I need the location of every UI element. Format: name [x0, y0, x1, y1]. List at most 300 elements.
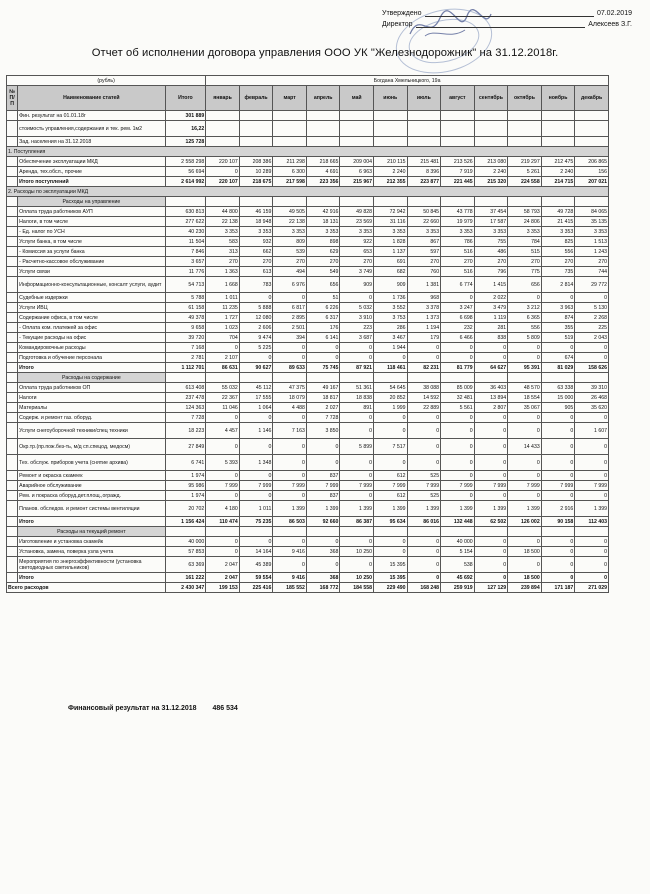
- column-header: март: [273, 86, 307, 111]
- empty-cell: [206, 527, 240, 537]
- month-value-cell: 0: [474, 439, 508, 455]
- row-name-cell: Итого поступлений: [18, 177, 165, 187]
- month-value-cell: 10 250: [340, 547, 374, 557]
- header-row: [7, 86, 609, 111]
- month-value-cell: 9 416: [273, 547, 307, 557]
- row-number-cell: [7, 137, 18, 147]
- month-value-cell: 597: [407, 247, 441, 257]
- row-total-cell: 1 112 701: [165, 363, 206, 373]
- month-value-cell: 49 728: [541, 207, 575, 217]
- column-header: № П/П: [7, 86, 18, 111]
- month-value-cell: [575, 111, 609, 121]
- month-value-cell: 49 167: [306, 383, 340, 393]
- month-value-cell: 1 399: [508, 501, 542, 517]
- month-value-cell: 0: [541, 547, 575, 557]
- empty-cell: [165, 527, 206, 537]
- month-value-cell: 1 399: [373, 501, 407, 517]
- row-name-cell: Зад. населения на 31.12.2018: [18, 137, 165, 147]
- row-number-cell: [7, 393, 18, 403]
- month-value-cell: 81 779: [441, 363, 475, 373]
- month-value-cell: 5 393: [206, 455, 240, 471]
- month-value-cell: 72 942: [373, 207, 407, 217]
- column-header: Итого: [165, 86, 206, 111]
- month-value-cell: 35 067: [508, 403, 542, 413]
- row-number-cell: [7, 237, 18, 247]
- month-value-cell: 126 002: [508, 517, 542, 527]
- empty-cell: [407, 373, 441, 383]
- month-value-cell: 0: [474, 557, 508, 573]
- table-row: [7, 439, 609, 455]
- row-total-cell: 161 222: [165, 573, 206, 583]
- table-row: [7, 363, 609, 373]
- row-number-cell: [7, 517, 18, 527]
- month-value-cell: 3 212: [508, 303, 542, 313]
- month-value-cell: 0: [340, 471, 374, 481]
- month-value-cell: [273, 121, 307, 137]
- month-value-cell: 0: [306, 557, 340, 573]
- month-value-cell: 783: [239, 277, 273, 293]
- month-value-cell: 18 500: [508, 547, 542, 557]
- month-value-cell: 0: [340, 491, 374, 501]
- month-value-cell: 6 466: [441, 333, 475, 343]
- month-value-cell: [541, 121, 575, 137]
- month-value-cell: 7 999: [407, 481, 441, 491]
- month-value-cell: 0: [541, 455, 575, 471]
- month-value-cell: 6 226: [306, 303, 340, 313]
- row-number-cell: [7, 403, 18, 413]
- row-name-cell: Итого: [18, 363, 165, 373]
- month-value-cell: 629: [306, 247, 340, 257]
- month-value-cell: 0: [541, 557, 575, 573]
- month-value-cell: 90 627: [239, 363, 273, 373]
- month-value-cell: [273, 137, 307, 147]
- month-value-cell: 7 999: [541, 481, 575, 491]
- row-number-cell: [7, 111, 18, 121]
- row-name-cell: Ремонт и окраска скамеек: [18, 471, 165, 481]
- section-label: 2. Расходы по эксплуатации МКД: [7, 187, 609, 197]
- director-name: Алексеев З.Г.: [588, 21, 632, 28]
- month-value-cell: 0: [441, 471, 475, 481]
- empty-cell: [508, 527, 542, 537]
- row-name-cell: Судебные издержки: [18, 293, 165, 303]
- month-value-cell: 0: [508, 455, 542, 471]
- month-value-cell: 0: [541, 343, 575, 353]
- row-number-cell: [7, 247, 18, 257]
- month-value-cell: 14 164: [239, 547, 273, 557]
- month-value-cell: 0: [306, 343, 340, 353]
- month-value-cell: 36 403: [474, 383, 508, 393]
- month-value-cell: 2 814: [541, 277, 575, 293]
- month-value-cell: 18 500: [508, 573, 542, 583]
- month-value-cell: 3 353: [541, 227, 575, 237]
- month-value-cell: 674: [541, 353, 575, 363]
- row-number-cell: [7, 157, 18, 167]
- month-value-cell: 0: [373, 353, 407, 363]
- month-value-cell: 49 505: [273, 207, 307, 217]
- empty-cell: [206, 373, 240, 383]
- month-value-cell: [306, 121, 340, 137]
- month-value-cell: 3 353: [373, 227, 407, 237]
- month-value-cell: 2 240: [474, 167, 508, 177]
- month-value-cell: 515: [508, 247, 542, 257]
- report-title: Отчет об исполнении договора управления ООО УК "Железнодорожник" на 31.12.2018г.: [91, 47, 559, 59]
- month-value-cell: 207 021: [575, 177, 609, 187]
- month-value-cell: 0: [541, 491, 575, 501]
- table-row: [7, 557, 609, 573]
- month-value-cell: 239 894: [508, 583, 542, 593]
- month-value-cell: 0: [340, 413, 374, 423]
- row-name-cell: Установка, замена, поверка узла учета: [18, 547, 165, 557]
- row-total-cell: 124 363: [165, 403, 206, 413]
- month-value-cell: 1 243: [575, 247, 609, 257]
- empty-cell: [441, 373, 475, 383]
- month-value-cell: 809: [273, 237, 307, 247]
- month-value-cell: 58 793: [508, 207, 542, 217]
- month-value-cell: 3 353: [306, 227, 340, 237]
- month-value-cell: 549: [306, 267, 340, 277]
- table-row: [7, 393, 609, 403]
- month-value-cell: 24 806: [508, 217, 542, 227]
- month-value-cell: 51 361: [340, 383, 374, 393]
- month-value-cell: 62 502: [474, 517, 508, 527]
- month-value-cell: 223: [340, 323, 374, 333]
- row-total-cell: 630 813: [165, 207, 206, 217]
- month-value-cell: 4 457: [206, 423, 240, 439]
- month-value-cell: 0: [206, 471, 240, 481]
- column-header: июль: [407, 86, 441, 111]
- column-header: Наименование статей: [18, 86, 165, 111]
- table-row: [7, 121, 609, 137]
- month-value-cell: 2 240: [541, 167, 575, 177]
- month-value-cell: 0: [340, 455, 374, 471]
- month-value-cell: 86 503: [273, 517, 307, 527]
- month-value-cell: 112 403: [575, 517, 609, 527]
- month-value-cell: [373, 121, 407, 137]
- month-value-cell: 0: [441, 491, 475, 501]
- month-value-cell: 21 415: [541, 217, 575, 227]
- month-value-cell: 0: [340, 537, 374, 547]
- month-value-cell: 6 817: [273, 303, 307, 313]
- month-value-cell: 5 032: [340, 303, 374, 313]
- month-value-cell: 212 355: [373, 177, 407, 187]
- month-value-cell: [441, 111, 475, 121]
- row-number-cell: [7, 557, 18, 573]
- table-row: [7, 383, 609, 393]
- month-value-cell: 0: [508, 491, 542, 501]
- month-value-cell: [508, 111, 542, 121]
- month-value-cell: 20 852: [373, 393, 407, 403]
- month-value-cell: 0: [575, 557, 609, 573]
- row-number-cell: [7, 303, 18, 313]
- month-value-cell: 3 353: [407, 227, 441, 237]
- currency-label: (рубль): [7, 76, 206, 86]
- table-row: [7, 491, 609, 501]
- empty-cell: [239, 527, 273, 537]
- row-number-cell: [7, 439, 18, 455]
- month-value-cell: 63 338: [541, 383, 575, 393]
- row-number-cell: [7, 343, 18, 353]
- unit-row: [7, 76, 609, 86]
- month-value-cell: 29 772: [575, 277, 609, 293]
- row-total-cell: 11 776: [165, 267, 206, 277]
- month-value-cell: 22 889: [407, 403, 441, 413]
- month-value-cell: [340, 111, 374, 121]
- row-number-cell: [7, 547, 18, 557]
- month-value-cell: 2 916: [541, 501, 575, 517]
- month-value-cell: 0: [306, 439, 340, 455]
- month-value-cell: 1 137: [373, 247, 407, 257]
- month-value-cell: 45 389: [239, 557, 273, 573]
- month-value-cell: 214 715: [541, 177, 575, 187]
- month-value-cell: 0: [340, 343, 374, 353]
- row-name-cell: Оплата труда работников ОП: [18, 383, 165, 393]
- month-value-cell: 7 728: [306, 413, 340, 423]
- month-value-cell: [306, 111, 340, 121]
- month-value-cell: 54 645: [373, 383, 407, 393]
- month-value-cell: 2 047: [206, 573, 240, 583]
- month-value-cell: 394: [273, 333, 307, 343]
- month-value-cell: 0: [273, 491, 307, 501]
- month-value-cell: 0: [407, 573, 441, 583]
- month-value-cell: 922: [340, 237, 374, 247]
- month-value-cell: 2 022: [474, 293, 508, 303]
- month-value-cell: 525: [407, 471, 441, 481]
- month-value-cell: 0: [239, 439, 273, 455]
- month-value-cell: 18 079: [273, 393, 307, 403]
- month-value-cell: 0: [474, 423, 508, 439]
- month-value-cell: 90 158: [541, 517, 575, 527]
- month-value-cell: 185 552: [273, 583, 307, 593]
- month-value-cell: 0: [273, 353, 307, 363]
- section-row: [7, 187, 609, 197]
- month-value-cell: 0: [206, 439, 240, 455]
- month-value-cell: 168 248: [407, 583, 441, 593]
- month-value-cell: 0: [340, 353, 374, 363]
- month-value-cell: 0: [239, 491, 273, 501]
- month-value-cell: 5 225: [239, 343, 273, 353]
- month-value-cell: 0: [340, 293, 374, 303]
- month-value-cell: 0: [407, 557, 441, 573]
- month-value-cell: 612: [373, 471, 407, 481]
- empty-cell: [306, 373, 340, 383]
- empty-cell: [239, 373, 273, 383]
- month-value-cell: 1 415: [474, 277, 508, 293]
- month-value-cell: 75 745: [306, 363, 340, 373]
- month-value-cell: 682: [373, 267, 407, 277]
- row-number-cell: [7, 491, 18, 501]
- subsection-label: Расходы на управление: [18, 197, 165, 207]
- month-value-cell: 0: [273, 537, 307, 547]
- month-value-cell: 1 944: [373, 343, 407, 353]
- month-value-cell: 286: [373, 323, 407, 333]
- month-value-cell: [373, 137, 407, 147]
- month-value-cell: 0: [575, 413, 609, 423]
- month-value-cell: 6 141: [306, 333, 340, 343]
- month-value-cell: 229 490: [373, 583, 407, 593]
- month-value-cell: 1 399: [273, 501, 307, 517]
- month-value-cell: 0: [474, 573, 508, 583]
- month-value-cell: 5 809: [508, 333, 542, 343]
- column-header: август: [441, 86, 475, 111]
- address-label: Богдана Хмельницкого, 19а: [206, 76, 609, 86]
- row-total-cell: 125 728: [165, 137, 206, 147]
- row-number-cell: [7, 217, 18, 227]
- month-value-cell: 796: [474, 267, 508, 277]
- month-value-cell: 0: [508, 353, 542, 363]
- month-value-cell: 1 348: [239, 455, 273, 471]
- month-value-cell: [239, 111, 273, 121]
- month-value-cell: 0: [541, 293, 575, 303]
- month-value-cell: 355: [541, 323, 575, 333]
- month-value-cell: 0: [407, 439, 441, 455]
- final-result: [68, 705, 238, 712]
- month-value-cell: 1 399: [474, 501, 508, 517]
- month-value-cell: 516: [441, 267, 475, 277]
- row-number-cell: [7, 471, 18, 481]
- month-value-cell: 9 416: [273, 573, 307, 583]
- month-value-cell: 691: [373, 257, 407, 267]
- month-value-cell: 1 399: [407, 501, 441, 517]
- month-value-cell: 18 554: [508, 393, 542, 403]
- column-header: январь: [206, 86, 240, 111]
- month-value-cell: 3 353: [508, 227, 542, 237]
- month-value-cell: 0: [441, 353, 475, 363]
- month-value-cell: 232: [441, 323, 475, 333]
- table-row: [7, 547, 609, 557]
- month-value-cell: 44 800: [206, 207, 240, 217]
- month-value-cell: 86 387: [340, 517, 374, 527]
- month-value-cell: 89 633: [273, 363, 307, 373]
- month-value-cell: 158 626: [575, 363, 609, 373]
- table-row: [7, 501, 609, 517]
- row-name-cell: - Текущие расходы на офис: [18, 333, 165, 343]
- month-value-cell: 0: [239, 353, 273, 363]
- table-row: [7, 403, 609, 413]
- month-value-cell: 0: [206, 537, 240, 547]
- month-value-cell: 220 107: [206, 177, 240, 187]
- empty-cell: [373, 197, 407, 207]
- row-number-cell: [7, 363, 18, 373]
- row-total-cell: 61 158: [165, 303, 206, 313]
- month-value-cell: 270: [306, 257, 340, 267]
- subsection-row: [7, 197, 609, 207]
- row-name-cell: Фин. результат на 01.01.18г: [18, 111, 165, 121]
- month-value-cell: 3 378: [407, 303, 441, 313]
- month-value-cell: 0: [541, 537, 575, 547]
- approval-block: [382, 8, 632, 30]
- month-value-cell: 2 240: [373, 167, 407, 177]
- row-number-cell: [7, 323, 18, 333]
- row-number-cell: [7, 177, 18, 187]
- final-result-label: Финансовый результат на 31.12.2018: [68, 705, 197, 712]
- row-name-cell: Изготовление и установка скамейк: [18, 537, 165, 547]
- month-value-cell: 6 963: [340, 167, 374, 177]
- month-value-cell: 92 660: [306, 517, 340, 527]
- month-value-cell: 3 247: [441, 303, 475, 313]
- month-value-cell: 270: [575, 257, 609, 267]
- month-value-cell: 898: [306, 237, 340, 247]
- month-value-cell: 775: [508, 267, 542, 277]
- month-value-cell: 968: [407, 293, 441, 303]
- month-value-cell: 6 976: [273, 277, 307, 293]
- month-value-cell: 6 698: [441, 313, 475, 323]
- row-name-cell: Содержание офиса, в том числе: [18, 313, 165, 323]
- month-value-cell: 270: [508, 257, 542, 267]
- month-value-cell: 556: [508, 323, 542, 333]
- empty-cell: [165, 197, 206, 207]
- month-value-cell: 0: [206, 343, 240, 353]
- table-row: [7, 333, 609, 343]
- month-value-cell: 0: [206, 547, 240, 557]
- month-value-cell: 755: [474, 237, 508, 247]
- row-name-cell: Содерж. и ремонт газ. оборуд.: [18, 413, 165, 423]
- month-value-cell: 9 474: [239, 333, 273, 343]
- month-value-cell: 18 817: [306, 393, 340, 403]
- month-value-cell: [206, 137, 240, 147]
- month-value-cell: 184 558: [340, 583, 374, 593]
- empty-cell: [306, 197, 340, 207]
- month-value-cell: 486: [474, 247, 508, 257]
- month-value-cell: 281: [474, 323, 508, 333]
- month-value-cell: 42 916: [306, 207, 340, 217]
- month-value-cell: 259 919: [441, 583, 475, 593]
- table-row: [7, 343, 609, 353]
- month-value-cell: 3 353: [273, 227, 307, 237]
- month-value-cell: 59 554: [239, 573, 273, 583]
- row-number-cell: [7, 423, 18, 439]
- row-total-cell: 301 889: [165, 111, 206, 121]
- row-total-cell: 5 788: [165, 293, 206, 303]
- month-value-cell: 218 675: [239, 177, 273, 187]
- table-row: [7, 137, 609, 147]
- table-row: [7, 313, 609, 323]
- column-header: ноябрь: [541, 86, 575, 111]
- month-value-cell: 656: [306, 277, 340, 293]
- month-value-cell: [340, 121, 374, 137]
- empty-cell: [575, 527, 609, 537]
- month-value-cell: 7 163: [273, 423, 307, 439]
- month-value-cell: 932: [239, 237, 273, 247]
- month-value-cell: 0: [474, 547, 508, 557]
- month-value-cell: 13 894: [474, 393, 508, 403]
- row-total-cell: 56 694: [165, 167, 206, 177]
- row-total-cell: 2 614 992: [165, 177, 206, 187]
- month-value-cell: 867: [407, 237, 441, 247]
- row-total-cell: 27 849: [165, 439, 206, 455]
- table-row: [7, 257, 609, 267]
- row-name-cell: Налоги, в том числе: [18, 217, 165, 227]
- month-value-cell: 1 023: [206, 323, 240, 333]
- month-value-cell: 874: [541, 313, 575, 323]
- month-value-cell: 6 300: [273, 167, 307, 177]
- month-value-cell: 0: [474, 537, 508, 547]
- month-value-cell: 556: [541, 247, 575, 257]
- month-value-cell: 219 297: [508, 157, 542, 167]
- month-value-cell: 0: [273, 293, 307, 303]
- month-value-cell: 0: [340, 557, 374, 573]
- month-value-cell: 2 047: [206, 557, 240, 573]
- month-value-cell: [340, 137, 374, 147]
- empty-cell: [273, 197, 307, 207]
- month-value-cell: 0: [206, 491, 240, 501]
- empty-cell: [407, 197, 441, 207]
- month-value-cell: 10 289: [239, 167, 273, 177]
- column-header: февраль: [239, 86, 273, 111]
- row-total-cell: 11 504: [165, 237, 206, 247]
- row-name-cell: Подготовка и обучение персонала: [18, 353, 165, 363]
- month-value-cell: 0: [575, 471, 609, 481]
- month-value-cell: 3 353: [474, 227, 508, 237]
